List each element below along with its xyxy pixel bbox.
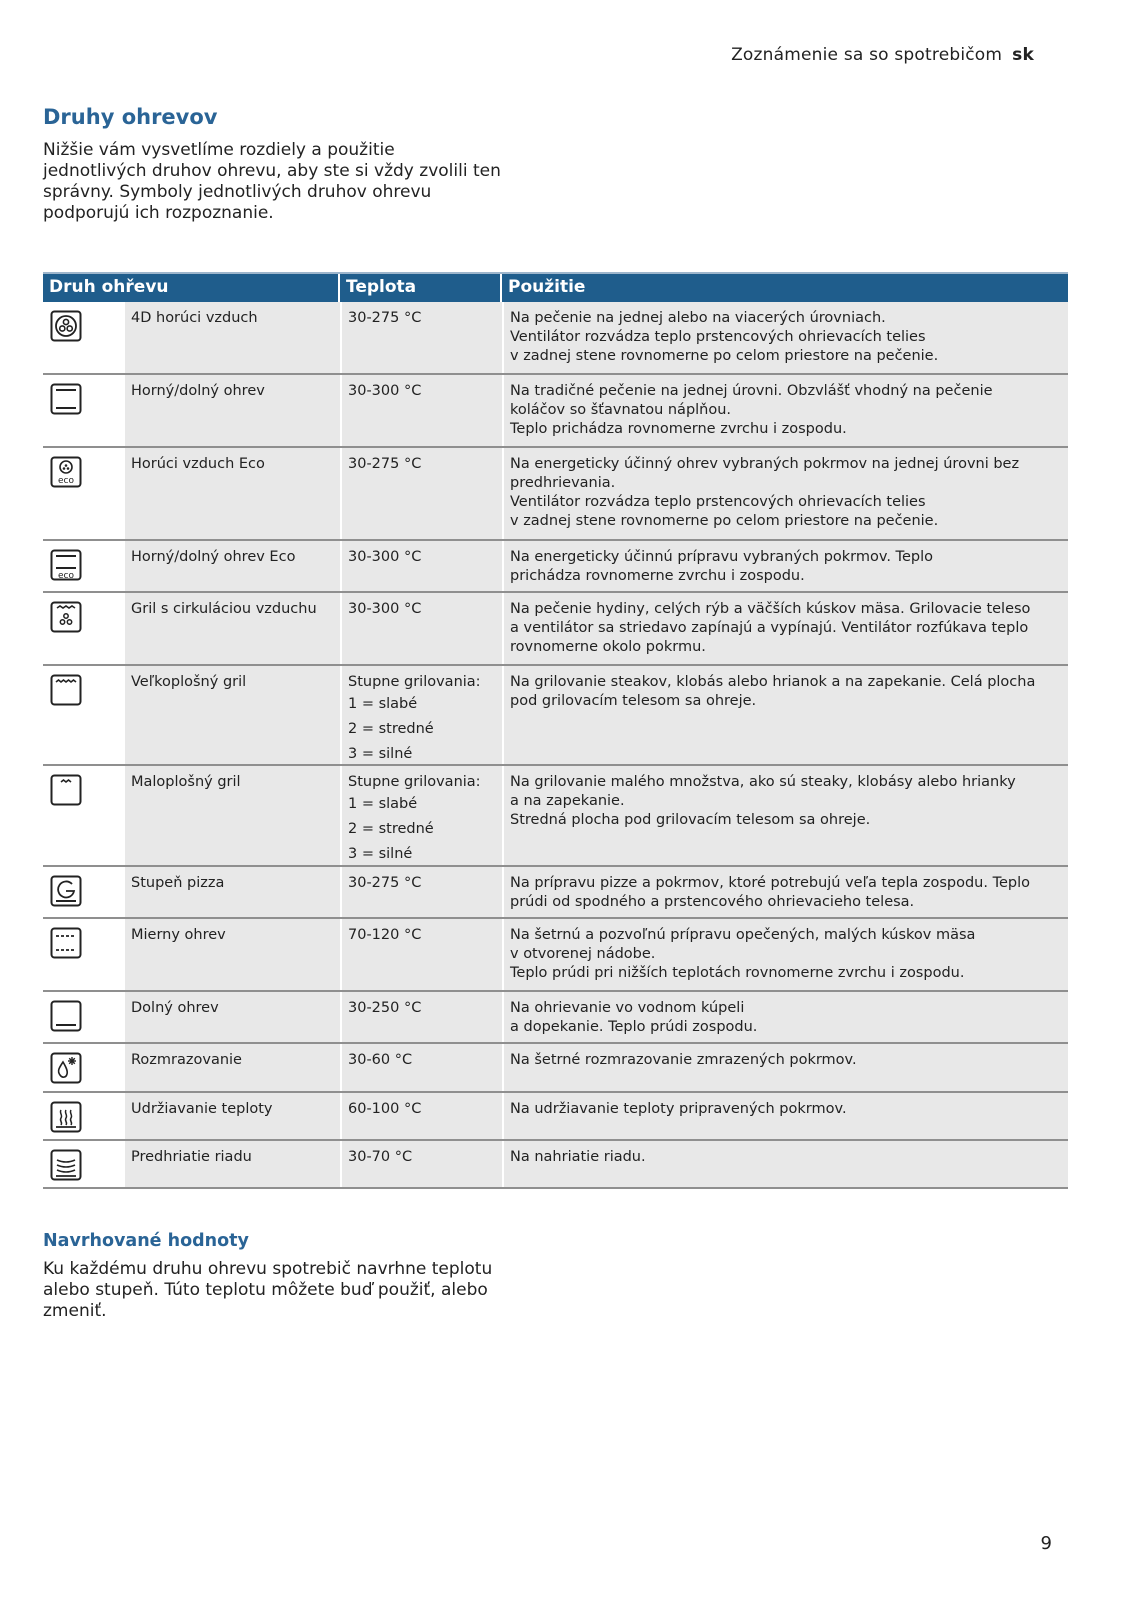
table-row [43,448,1068,541]
subsection-title: Navrhované hodnoty [43,1231,249,1251]
column-header-temperature: Teplota [340,274,502,302]
heating-type-name: Predhriatie riadu [125,1141,340,1187]
slow-cook-icon [50,927,82,959]
svg-text:eco: eco [58,476,74,486]
heating-type-name: Gril s cirkuláciou vzduchu [125,593,340,664]
defrost-icon [50,1052,82,1084]
small-surface-grill-icon [50,774,82,806]
heating-type-temperature: 30-300 °C [340,375,502,446]
pizza-setting-icon [50,875,82,907]
heating-type-usage: Na energeticky účinnú prípravu vybraných pokrmov. Teplo prichádza rovnomerne zvrchu i zospodu. [502,541,1068,591]
table-row [43,766,1068,867]
svg-text:eco: eco [58,571,74,581]
bottom-heat-icon [50,1000,82,1032]
table-row [43,302,1068,375]
heating-type-usage: Na tradičné pečenie na jednej úrovni. Obzvlášť vhodný na pečenie koláčov so šťavnatou náplňou. Teplo prichádza rovnomerne zvrchu i zospodu. [502,375,1068,446]
top-bottom-heat-icon [50,383,82,415]
heating-type-temperature: 30-60 °C [340,1044,502,1091]
table-row [43,919,1068,992]
heating-type-temperature: 30-275 °C [340,867,502,917]
table-row [43,593,1068,666]
heating-type-name: Stupeň pizza [125,867,340,917]
page-number: 9 [1040,1533,1052,1554]
language-code: sk [1012,45,1034,65]
hot-air-eco-icon [50,456,82,488]
heating-type-name: Maloplošný gril [125,766,340,865]
heating-type-temperature: 60-100 °C [340,1093,502,1139]
section-intro: Nižšie vám vysvetlíme rozdiely a použitie jednotlivých druhov ohrevu, aby ste si vždy zvolili ten správny. Symboly jednotlivých druhov ohrevu podporujú ich rozpoznanie. [43,140,501,223]
heating-type-name: Horný/dolný ohrev Eco [125,541,340,591]
heating-type-usage: Na ohrievanie vo vodnom kúpeli a dopekanie. Teplo prúdi zospodu. [502,992,1068,1042]
heating-type-usage: Na grilovanie steakov, klobás alebo hrianok a na zapekanie. Celá plocha pod grilovacím telesom sa ohreje. [502,666,1068,764]
table-row [43,1093,1068,1141]
table-header [43,272,1068,302]
heating-type-usage: Na šetrnú a pozvoľnú prípravu opečených, malých kúskov mäsa v otvorenej nádobe. Teplo prúdi pri nižších teplotách rovnomerne zvrchu i zospodu. [502,919,1068,990]
heating-type-temperature: 30-275 °C [340,448,502,539]
heating-type-name: Udržiavanie teploty [125,1093,340,1139]
heating-type-temperature: 30-275 °C [340,302,502,373]
heating-type-name: Dolný ohrev [125,992,340,1042]
heating-type-usage: Na šetrné rozmrazovanie zmrazených pokrmov. [502,1044,1068,1091]
heating-type-temperature: Stupne grilovania: 1 = slabé 2 = stredné 3 = silné [340,666,502,764]
top-bottom-heat-eco-icon [50,549,82,581]
heating-type-name: 4D horúci vzduch [125,302,340,373]
heating-type-temperature: 70-120 °C [340,919,502,990]
heating-type-usage: Na pečenie hydiny, celých rýb a väčších kúskov mäsa. Grilovacie teleso a ventilátor sa striedavo zapínajú a vypínajú. Ventilátor rozfúkava teplo rovnomerne okolo pokrmu. [502,593,1068,664]
subsection-text: Ku každému druhu ohrevu spotrebič navrhne teplotu alebo stupeň. Túto teplotu môžete buď použiť, alebo zmeniť. [43,1259,493,1321]
table-row [43,1141,1068,1189]
heating-type-usage: Na grilovanie malého množstva, ako sú steaky, klobásy alebo hrianky a na zapekanie. Stredná plocha pod grilovacím telesom sa ohreje. [502,766,1068,865]
circulated-air-grill-icon [50,601,82,633]
heating-types-table [43,272,1068,1189]
4d-hot-air-icon [50,310,82,342]
heating-type-temperature: 30-300 °C [340,593,502,664]
table-row [43,992,1068,1044]
section-title: Druhy ohrevov [43,105,218,129]
heating-type-name: Rozmrazovanie [125,1044,340,1091]
heating-type-usage: Na energeticky účinný ohrev vybraných pokrmov na jednej úrovni bez predhrievania. Ventilátor rozvádza teplo prstencových ohrievacích telies v zadnej stene rovnomerne po celom priestore na pečenie. [502,448,1068,539]
heating-type-usage: Na pečenie na jednej alebo na viacerých úrovniach. Ventilátor rozvádza teplo prstencových ohrievacích telies v zadnej stene rovnomerne po celom priestore na pečenie. [502,302,1068,373]
table-row [43,541,1068,593]
running-header-title: Zoznámenie sa so spotrebičom [731,45,1003,65]
table-row [43,666,1068,766]
table-row [43,867,1068,919]
heating-type-usage: Na udržiavanie teploty pripravených pokrmov. [502,1093,1068,1139]
heating-type-usage: Na prípravu pizze a pokrmov, ktoré potrebujú veľa tepla zospodu. Teplo prúdi od spodného a prstencového ohrievacieho telesa. [502,867,1068,917]
table-row [43,1044,1068,1093]
full-surface-grill-icon [50,674,82,706]
keep-warm-icon [50,1101,82,1133]
table-row [43,375,1068,448]
heating-type-temperature: 30-70 °C [340,1141,502,1187]
heating-type-temperature: 30-250 °C [340,992,502,1042]
heating-type-name: Horúci vzduch Eco [125,448,340,539]
running-header [731,45,1034,65]
heating-type-name: Horný/dolný ohrev [125,375,340,446]
column-header-usage: Použitie [508,277,586,297]
column-header-type: Druh ohřevu [43,274,340,302]
heating-type-temperature: 30-300 °C [340,541,502,591]
heating-type-name: Mierny ohrev [125,919,340,990]
heating-type-usage: Na nahriatie riadu. [502,1141,1068,1187]
preheat-dish-icon [50,1149,82,1181]
heating-type-name: Veľkoplošný gril [125,666,340,764]
heating-type-temperature: Stupne grilovania: 1 = slabé 2 = stredné 3 = silné [340,766,502,865]
